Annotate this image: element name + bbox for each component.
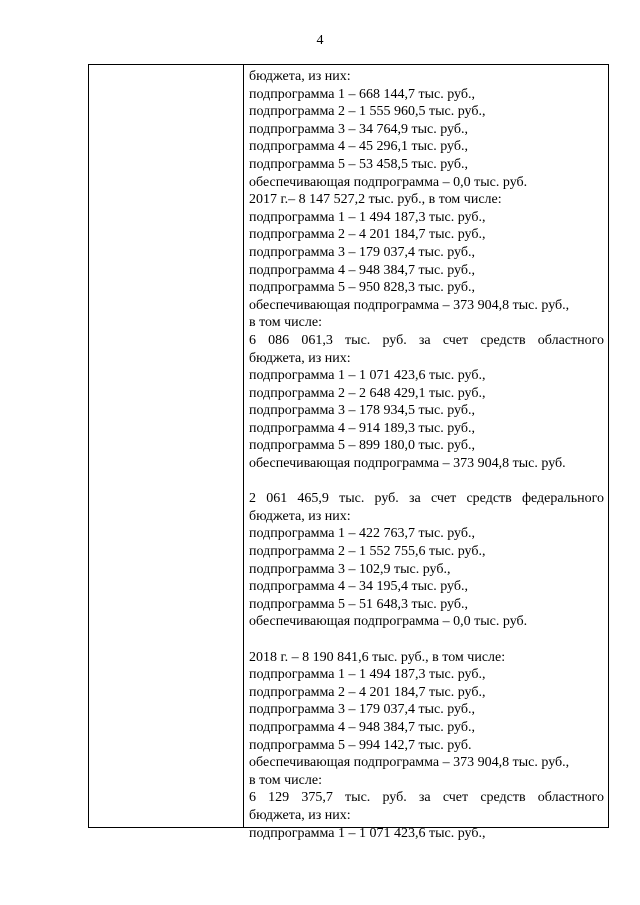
text-line: подпрограмма 4 – 914 189,3 тыс. руб., xyxy=(249,420,475,436)
text-line: подпрограмма 3 – 34 764,9 тыс. руб., xyxy=(249,121,468,137)
text-line: подпрограмма 3 – 178 934,5 тыс. руб., xyxy=(249,403,475,419)
text-line: подпрограмма 1 – 668 144,7 тыс. руб., xyxy=(249,86,475,102)
text-line: подпрограмма 4 – 948 384,7 тыс. руб., xyxy=(249,262,475,278)
document-table xyxy=(88,64,609,841)
text-line: 2017 г.– 8 147 527,2 тыс. руб., в том числе: xyxy=(249,192,502,208)
text-line: подпрограмма 5 – 899 180,0 тыс. руб., xyxy=(249,438,475,454)
text-line: обеспечивающая подпрограмма – 373 904,8 тыс. руб., xyxy=(249,297,570,313)
paragraph-gap xyxy=(249,631,604,649)
text-line: подпрограмма 1 – 422 763,7 тыс. руб., xyxy=(249,526,475,542)
text-line: подпрограмма 1 – 1 494 187,3 тыс. руб., xyxy=(249,667,486,683)
text-line: бюджета, из них: xyxy=(249,69,351,84)
text-line: подпрограмма 5 – 994 142,7 тыс. руб. xyxy=(249,737,472,753)
text-line: бюджета, из них: xyxy=(249,807,351,823)
text-line: обеспечивающая подпрограмма – 373 904,8 тыс. руб., xyxy=(249,755,570,771)
funding-cell xyxy=(249,68,604,842)
funding-block-2018 xyxy=(249,649,604,843)
text-line: подпрограмма 1 – 1 071 423,6 тыс. руб., xyxy=(249,368,486,384)
text-line: подпрограмма 5 – 51 648,3 тыс. руб., xyxy=(249,596,468,612)
text-line: 2 061 465,9 тыс. руб. за счет средств федерального xyxy=(249,491,604,507)
text-line: подпрограмма 4 – 948 384,7 тыс. руб., xyxy=(249,719,475,735)
text-line: бюджета, из них: xyxy=(249,508,351,524)
text-line: 6 086 061,3 тыс. руб. за счет средств областного xyxy=(249,332,604,348)
text-line: подпрограмма 1 – 1 494 187,3 тыс. руб., xyxy=(249,209,486,225)
text-line: подпрограмма 3 – 102,9 тыс. руб., xyxy=(249,561,451,577)
funding-block-2016-regional xyxy=(249,68,604,473)
text-line: подпрограмма 2 – 1 552 755,6 тыс. руб., xyxy=(249,544,486,560)
text-line: подпрограмма 2 – 1 555 960,5 тыс. руб., xyxy=(249,104,486,120)
text-line: подпрограмма 2 – 4 201 184,7 тыс. руб., xyxy=(249,684,486,700)
text-line: обеспечивающая подпрограмма – 0,0 тыс. руб. xyxy=(249,614,528,630)
column-divider xyxy=(243,65,244,827)
text-line: подпрограмма 3 – 179 037,4 тыс. руб., xyxy=(249,702,475,718)
text-line: подпрограмма 5 – 53 458,5 тыс. руб., xyxy=(249,156,468,172)
page-number: 4 xyxy=(316,33,324,48)
text-line: подпрограмма 3 – 179 037,4 тыс. руб., xyxy=(249,244,475,260)
text-line: в том числе: xyxy=(249,772,322,788)
text-line: обеспечивающая подпрограмма – 0,0 тыс. руб. xyxy=(249,174,528,190)
text-line: в том числе: xyxy=(249,315,322,331)
text-line: 6 129 375,7 тыс. руб. за счет средств областного xyxy=(249,790,604,806)
text-line: 2018 г. – 8 190 841,6 тыс. руб., в том числе: xyxy=(249,649,506,665)
text-line: подпрограмма 4 – 45 296,1 тыс. руб., xyxy=(249,139,468,155)
text-line: подпрограмма 1 – 1 071 423,6 тыс. руб., xyxy=(249,825,486,841)
text-line: подпрограмма 5 – 950 828,3 тыс. руб., xyxy=(249,280,475,296)
text-line: подпрограмма 2 – 4 201 184,7 тыс. руб., xyxy=(249,227,486,243)
text-line: обеспечивающая подпрограмма – 373 904,8 тыс. руб. xyxy=(249,456,566,472)
paragraph-gap xyxy=(249,473,604,491)
text-line: бюджета, из них: xyxy=(249,350,351,366)
funding-block-2017-federal xyxy=(249,490,604,631)
text-line: подпрограмма 2 – 2 648 429,1 тыс. руб., xyxy=(249,385,486,401)
text-line: подпрограмма 4 – 34 195,4 тыс. руб., xyxy=(249,579,468,595)
